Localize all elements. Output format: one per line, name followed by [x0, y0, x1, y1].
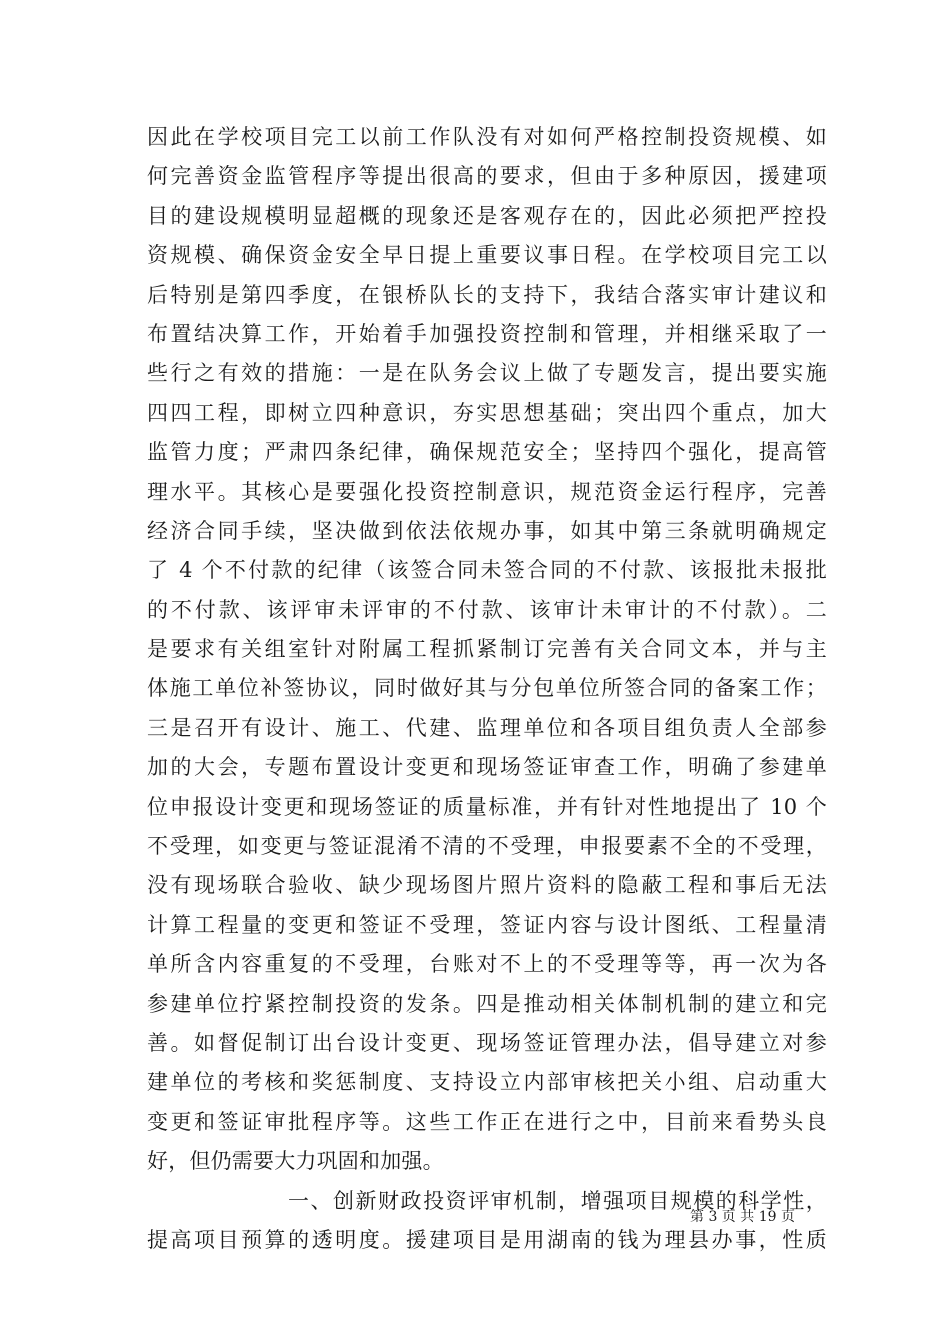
text-line: 计算工程量的变更和签证不受理，签证内容与设计图纸、工程量清 — [147, 912, 827, 937]
text-line: 参建单位拧紧控制投资的发条。四是推动相关体制机制的建立和完 — [147, 991, 827, 1016]
text-line: 变更和签证审批程序等。这些工作正在进行之中，目前来看势头良 — [147, 1109, 827, 1134]
text-line: 体施工单位补签协议，同时做好其与分包单位所签合同的备案工作； — [147, 676, 827, 701]
text-line: 资规模、确保资金安全早日提上重要议事日程。在学校项目完工以 — [147, 243, 827, 268]
text-line: 三是召开有设计、施工、代建、监理单位和各项目组负责人全部参 — [147, 715, 827, 740]
text-line: 单所含内容重复的不受理，台账对不上的不受理等等，再一次为各 — [147, 952, 827, 977]
paragraph-end-line: 好，但仍需要大力巩固和加强。 — [147, 1149, 444, 1174]
text-line: 经济合同手续，坚决做到依法依规办事，如其中第三条就明确规定 — [147, 518, 827, 543]
text-line: 位申报设计变更和现场签证的质量标准，并有针对性地提出了 10 个 — [147, 794, 827, 819]
text-line: 目的建设规模明显超概的现象还是客观存在的，因此必须把严控投 — [147, 203, 827, 228]
text-line: 理水平。其核心是要强化投资控制意识，规范资金运行程序，完善 — [147, 479, 827, 504]
text-line: 不受理，如变更与签证混淆不清的不受理，申报要素不全的不受理， — [147, 834, 827, 859]
text-line: 善。如督促制订出台设计变更、现场签证管理办法，倡导建立对参 — [147, 1030, 827, 1055]
text-line: 是要求有关组室针对附属工程抓紧制订完善有关合同文本，并与主 — [147, 637, 827, 662]
section-heading-line: 一、创新财政投资评审机制，增强项目规模的科学性， — [288, 1188, 827, 1213]
text-line: 提高项目预算的透明度。援建项目是用湖南的钱为理县办事，性质 — [147, 1227, 827, 1252]
page-number-footer: 第 3 页 共 19 页 — [690, 1209, 795, 1225]
text-line: 布置结决算工作，开始着手加强投资控制和管理，并相继采取了一 — [147, 321, 827, 346]
text-line: 些行之有效的措施：一是在队务会议上做了专题发言，提出要实施 — [147, 361, 827, 386]
text-line: 建单位的考核和奖惩制度、支持设立内部审核把关小组、启动重大 — [147, 1070, 827, 1095]
text-line: 四四工程，即树立四种意识，夯实思想基础；突出四个重点，加大 — [147, 400, 827, 425]
text-line: 何完善资金监管程序等提出很高的要求，但由于多种原因，援建项 — [147, 164, 827, 189]
text-line: 没有现场联合验收、缺少现场图片照片资料的隐蔽工程和事后无法 — [147, 873, 827, 898]
text-line: 因此在学校项目完工以前工作队没有对如何严格控制投资规模、如 — [147, 125, 827, 149]
text-line: 的不付款、该评审未评审的不付款、该审计未审计的不付款）。二 — [147, 597, 827, 622]
body-text — [147, 118, 827, 1260]
text-line: 监管力度；严肃四条纪律，确保规范安全；坚持四个强化，提高管 — [147, 440, 827, 465]
text-line: 后特别是第四季度，在银桥队长的支持下，我结合落实审计建议和 — [147, 282, 827, 307]
text-line: 加的大会，专题布置设计变更和现场签证审查工作，明确了参建单 — [147, 755, 827, 780]
text-line: 了 4 个不付款的纪律（该签合同未签合同的不付款、该报批未报批 — [147, 558, 827, 583]
